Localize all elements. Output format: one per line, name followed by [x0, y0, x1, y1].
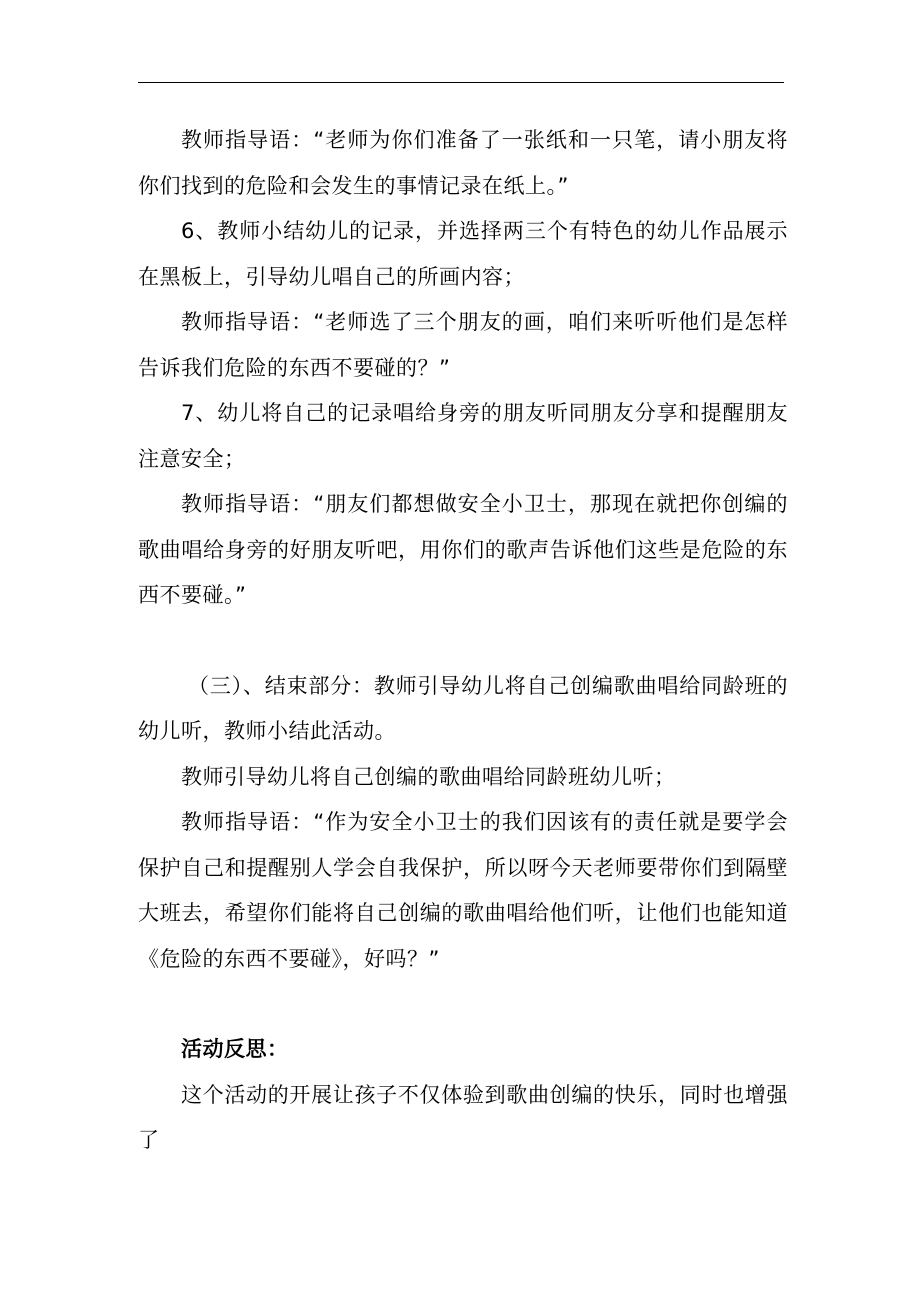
- reflection-text: 这个活动的开展让孩子不仅体验到歌曲创编的快乐，同时也增强了: [138, 1082, 788, 1152]
- paragraph-teacher-guide-3: 教师指导语：“朋友们都想做安全小卫士，那现在就把你创编的歌曲唱给身旁的好朋友听吧，用你们的歌声告诉他们这些是危险的东西不要碰。”: [138, 492, 788, 607]
- paragraph-teacher-guide-2: 教师指导语：“老师选了三个朋友的画，咱们来听听他们是怎样告诉我们危险的东西不要碰的？”: [138, 310, 788, 380]
- paragraph-teacher-guide-1: 教师指导语：“老师为你们准备了一张纸和一只笔，请小朋友将你们找到的危险和会发生的事情记录在纸上。”: [138, 128, 788, 198]
- header-rule: [138, 82, 784, 83]
- section-three-heading: （三）、结束部分：教师引导幼儿将自己创编歌曲唱给同龄班的幼儿听，教师小结此活动。: [138, 673, 788, 743]
- paragraph-step-7: 7、幼儿将自己的记录唱给身旁的朋友听同朋友分享和提醒朋友注意安全；: [138, 401, 788, 471]
- paragraph-step-6: 6、教师小结幼儿的记录，并选择两三个有特色的幼儿作品展示在黑板上，引导幼儿唱自己的所画内容；: [138, 219, 788, 289]
- reflection-title: 活动反思：: [181, 1037, 289, 1061]
- paragraph-section-three-1: 教师引导幼儿将自己创编的歌曲唱给同龄班幼儿听；: [181, 764, 676, 789]
- paragraph-section-three-2: 教师指导语：“作为安全小卫士的我们因该有的责任就是要学会保护自己和提醒别人学会自我保护，所以呀今天老师要带你们到隔壁大班去，希望你们能将自己创编的歌曲唱给他们听，让他们也能知道《危险的东西不要碰》，好吗？”: [138, 810, 788, 971]
- document-body: [138, 118, 788, 1164]
